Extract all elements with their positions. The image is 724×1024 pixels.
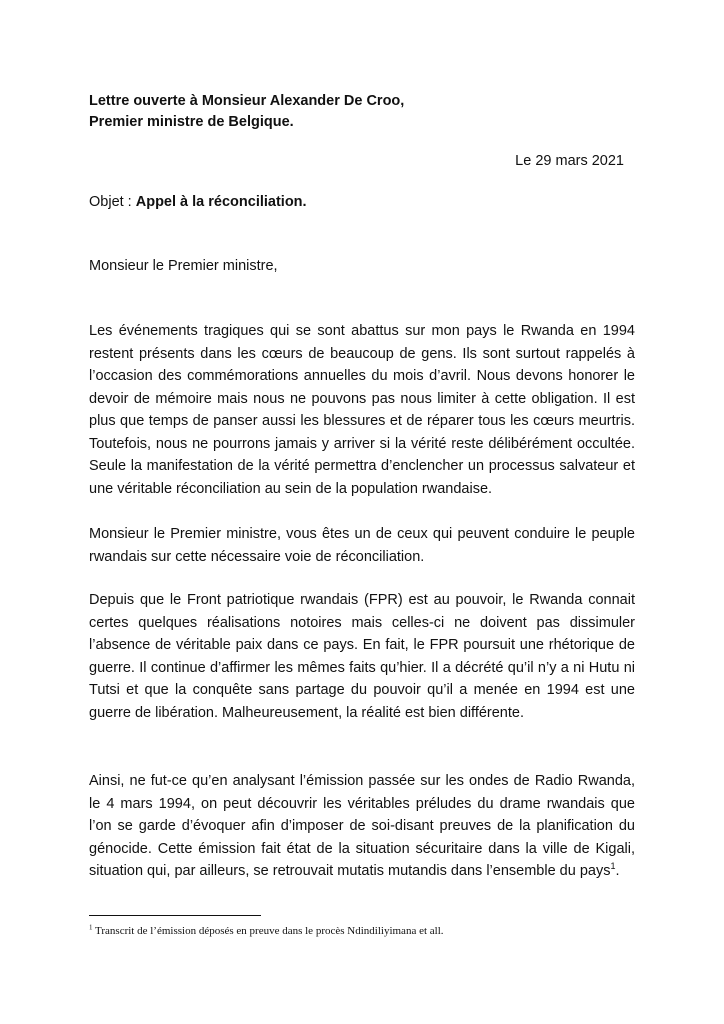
body-paragraph-3: Depuis que le Front patriotique rwandais (FPR) est au pouvoir, le Rwanda connait certes quelques réalisations notoires mais celles-ci ne doivent pas dissimuler l’absence de véritable paix dans ce pays. En fait, le FPR poursuit une rhétorique de guerre. Il continue d’affirmer les mêmes faits qu’hier. Il a décrété qu’il n’y a ni Hutu ni Tutsi et que la conquête sans partage du pouvoir qu’il a menée en 1994 est une guerre de libération. Malheureusement, la réalité est bien différente. [89,592,635,721]
object-value: Appel à la réconciliation. [135,194,307,210]
body-paragraph-1: Les événements tragiques qui se sont abattus sur mon pays le Rwanda en 1994 restent présents dans les cœurs de beaucoup de gens. Ils sont surtout rappelés à l’occasion des commémorations annuelles du mois d’avril. Nous devons honorer le devoir de mémoire mais nous ne pouvons pas nous limiter à cette obligation. Il est plus que temps de panser aussi les blessures et de réparer tous les cœurs meurtris. Toutefois, nous ne pourrons jamais y arriver si la vérité reste délibérément occultée. Seule la manifestation de la vérité permettra d’enclencher un processus salvateur et une véritable réconciliation au sein de la population rwandaise. [89,323,635,497]
body-paragraph-4: Ainsi, ne fut-ce qu’en analysant l’émission passée sur les ondes de Radio Rwanda, le 4 mars 1994, on peut découvrir les véritables préludes du drame rwandais que l’on se garde d’évoquer afin d’imposer de soi-disant preuves de la planification du génocide. Cette émission fait état de la situation sécuritaire dans la ville de Kigali, situation qui, par ailleurs, se retrouvait mutatis mutandis dans l’ensemble du pays$^1$. [89,773,635,879]
salutation: Monsieur le Premier ministre, [89,258,278,274]
addressee-block [89,91,404,133]
body-paragraph-2: Monsieur le Premier ministre, vous êtes un de ceux qui peuvent conduire le peuple rwandais sur cette nécessaire voie de réconciliation. [89,526,635,565]
footnote-number: 1 [89,923,93,932]
footnote-reference: 1 [610,861,616,872]
footnote-text: Transcrit de l’émission déposés en preuve dans le procès Ndindiliyimana et all. [92,925,444,937]
letter-object [89,192,307,212]
footnote-separator [89,915,261,916]
addressee-line-2: Premier ministre de Belgique. [89,114,294,130]
object-label: Objet : [89,194,136,210]
letter-date: Le 29 mars 2021 [515,153,624,169]
addressee-line-1: Lettre ouverte à Monsieur Alexander De Croo, [89,93,405,109]
paragraph-4-text: Ainsi, ne fut-ce qu’en analysant l’émission passée sur les ondes de Radio Rwanda, le 4 mars 1994, on peut découvrir les véritables préludes du drame rwandais que l’on se garde d’évoquer afin d’imposer de soi-disant preuves de la planification du génocide. Cette émission fait état de la situation sécuritaire dans la ville de Kigali, situation qui, par ailleurs, se retrouvait mutatis mutandis dans l’ensemble du pays [89,773,635,879]
footnote [89,924,444,938]
